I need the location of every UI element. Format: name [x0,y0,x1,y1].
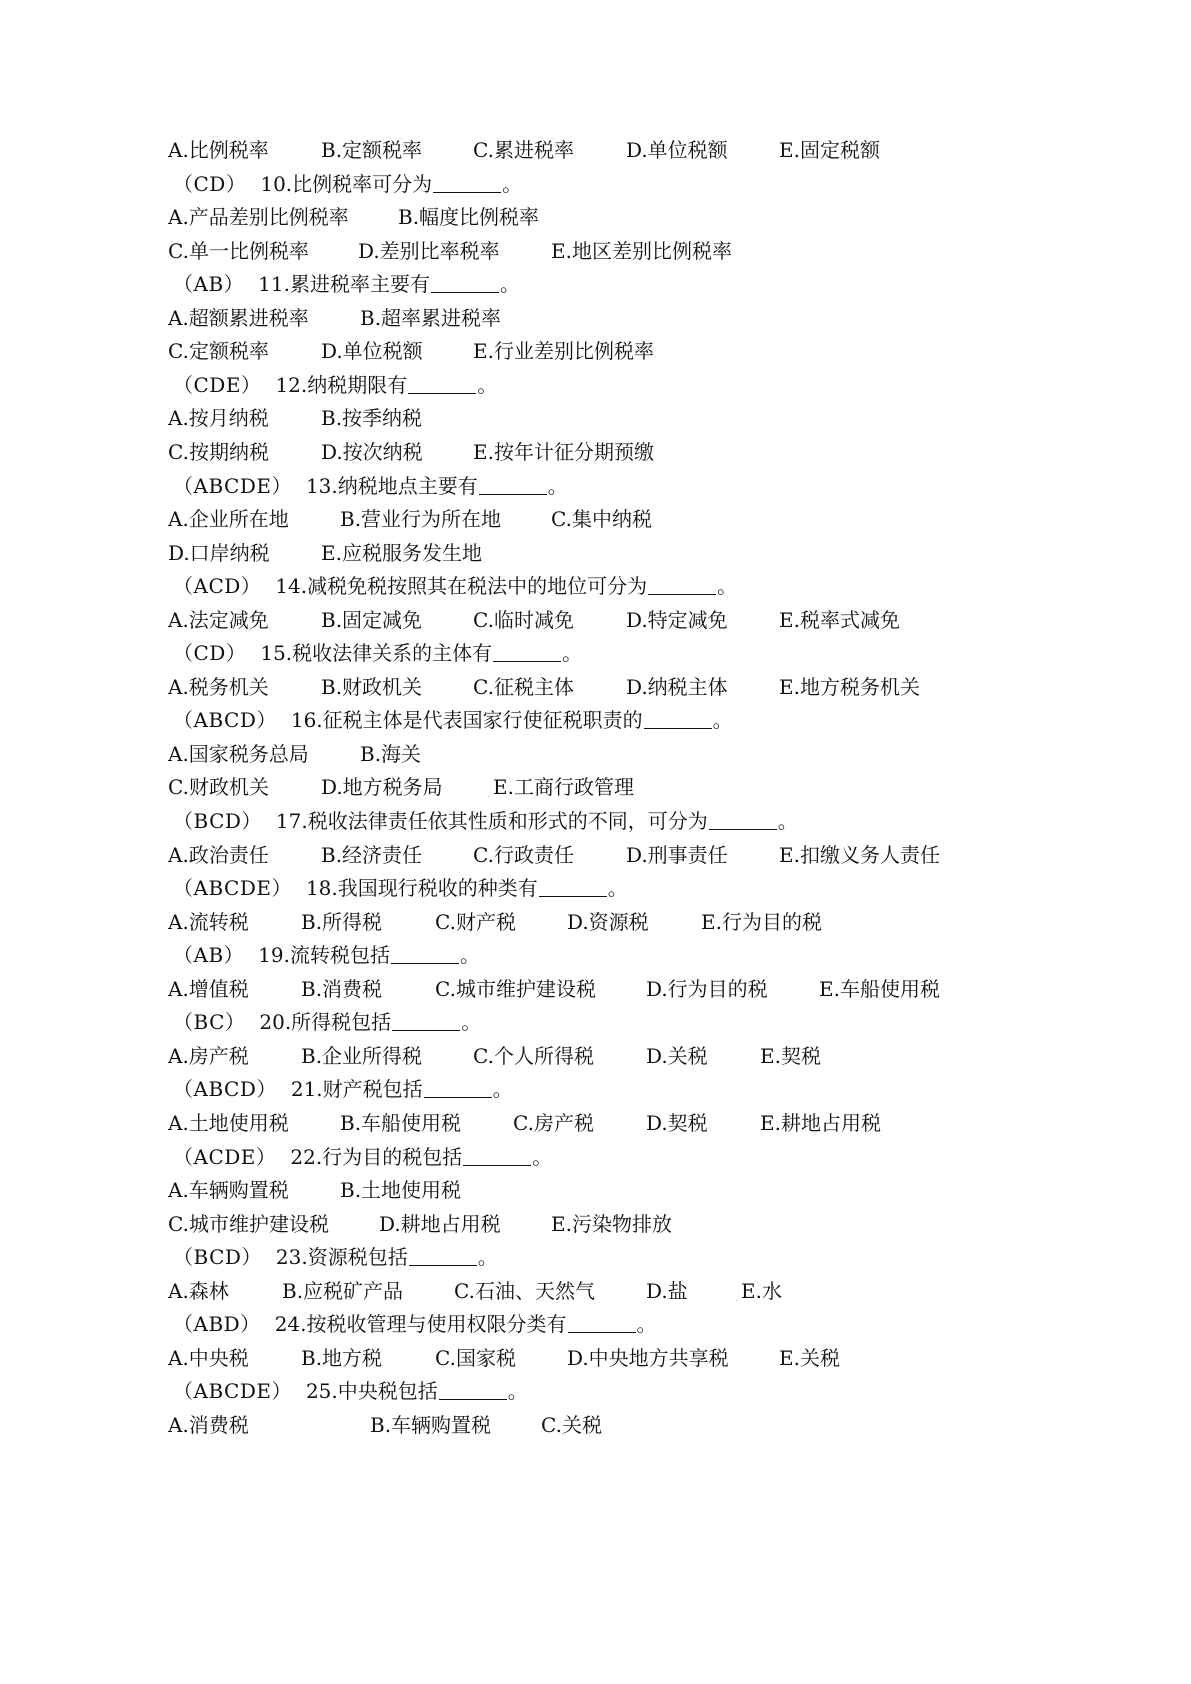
question-stem: 12.纳税期限有 [275,372,408,397]
answer-key: （BCD） [173,1245,262,1270]
question-end-punctuation: 。 [461,1010,482,1035]
question-stem: 22.行为目的税包括 [290,1144,463,1169]
option-item: B.车辆购置税 [370,1412,492,1437]
option-item: E.车船使用税 [819,976,940,1001]
option-item: B.应税矿产品 [282,1278,404,1303]
option-item: E.固定税额 [779,138,880,162]
option-item: A.比例税率 [168,138,269,162]
option-item: A.法定减免 [168,607,269,632]
answer-blank [568,1312,636,1333]
question-text [173,1005,481,1039]
option-item: D.纳税主体 [626,674,728,699]
answer-key: （ABCD） [173,1077,277,1102]
option-item: C.按期纳税 [168,439,269,464]
question-stem: 15.税收法律关系的主体有 [260,641,493,666]
option-item: B.幅度比例税率 [398,205,540,230]
answer-blank [391,943,459,964]
options-row [0,737,1191,771]
question-end-punctuation: 。 [717,574,738,599]
question-row [0,569,1191,603]
option-item: E.水 [741,1278,782,1303]
option-item: C.临时减免 [473,607,574,632]
option-item: C.房产税 [513,1110,594,1135]
answer-blank [709,809,777,830]
question-row [0,871,1191,905]
option-item: C.关税 [541,1412,602,1437]
answer-blank [408,373,476,394]
option-item: E.耕地占用税 [760,1110,881,1135]
question-end-punctuation: 。 [547,473,568,498]
question-stem: 18.我国现行税收的种类有 [305,876,538,901]
option-item: A.消费税 [168,1412,249,1437]
question-row [0,703,1191,737]
answer-key: （CD） [173,171,247,196]
question-stem: 21.财产税包括 [290,1077,423,1102]
answer-blank [479,474,547,495]
answer-key: （CDE） [173,372,262,397]
question-row [0,1240,1191,1274]
answer-blank [493,641,561,662]
option-item: E.污染物排放 [551,1211,672,1236]
answer-key: （ACD） [173,574,262,599]
question-row [0,804,1191,838]
option-item: E.契税 [760,1043,821,1068]
question-row [0,469,1191,503]
question-end-punctuation: 。 [636,1312,657,1337]
option-item: D.刑事责任 [626,842,728,867]
question-row [0,1307,1191,1341]
question-end-punctuation: 。 [492,1077,513,1102]
answer-key: （AB） [173,943,245,968]
option-item: B.地方税 [301,1345,383,1370]
options-row [0,536,1191,570]
options-row [0,401,1191,435]
question-text [173,938,480,972]
question-row [0,267,1191,301]
option-item: A.超额累进税率 [168,305,309,330]
option-item: D.中央地方共享税 [567,1345,729,1370]
answer-key: （ABCD） [173,708,277,733]
option-item: B.车船使用税 [340,1110,462,1135]
option-item: E.地区差别比例税率 [551,238,732,263]
answer-blank [409,1245,477,1266]
options-row [0,1408,1191,1442]
option-item: B.按季纳税 [321,406,423,431]
options-row [0,670,1191,704]
option-item: E.按年计征分期预缴 [473,439,654,464]
option-item: B.定额税率 [321,138,423,162]
option-item: A.按月纳税 [168,406,269,431]
options-row [0,1039,1191,1073]
option-item: A.产品差别比例税率 [168,205,349,230]
option-item: E.地方税务机关 [779,674,920,699]
question-row [0,938,1191,972]
option-item: D.单位税额 [626,138,728,162]
answer-key: （AB） [173,272,245,297]
question-row [0,1140,1191,1174]
options-row [0,972,1191,1006]
option-item: B.财政机关 [321,674,423,699]
options-row [0,905,1191,939]
question-stem: 13.纳税地点主要有 [305,473,478,498]
options-row [0,838,1191,872]
option-item: C.城市维护建设税 [435,976,596,1001]
option-item: D.按次纳税 [321,439,423,464]
option-item: E.应税服务发生地 [321,540,482,565]
options-row [0,334,1191,368]
options-row [0,435,1191,469]
question-stem: 20.所得税包括 [259,1010,392,1035]
question-text [173,1374,528,1408]
option-item: B.经济责任 [321,842,423,867]
question-stem: 11.累进税率主要有 [258,272,430,297]
question-text [173,1240,498,1274]
answer-blank [439,1379,507,1400]
options-row [0,1341,1191,1375]
option-item: E.行为目的税 [701,909,822,934]
option-item: C.单一比例税率 [168,238,309,263]
answer-blank [463,1145,531,1166]
option-item: C.财政机关 [168,775,269,800]
question-text [173,1072,513,1106]
option-item: A.增值税 [168,976,249,1001]
question-text [173,167,522,201]
question-row [0,1072,1191,1106]
question-end-punctuation: 。 [459,943,480,968]
option-item: E.关税 [779,1345,840,1370]
option-item: C.国家税 [435,1345,516,1370]
option-item: A.土地使用税 [168,1110,289,1135]
question-end-punctuation: 。 [607,876,628,901]
question-end-punctuation: 。 [499,272,520,297]
option-item: A.流转税 [168,909,249,934]
option-item: C.石油、天然气 [454,1278,595,1303]
option-item: A.中央税 [168,1345,249,1370]
option-item: C.集中纳税 [551,507,652,532]
option-item: B.所得税 [301,909,383,934]
option-item: A.税务机关 [168,674,269,699]
answer-blank [424,1077,492,1098]
answer-key: （ABCDE） [173,473,292,498]
question-text [173,636,582,670]
option-item: A.企业所在地 [168,507,289,532]
question-row [0,167,1191,201]
question-stem: 10.比例税率可分为 [260,171,433,196]
option-item: D.关税 [646,1043,708,1068]
answer-key: （CD） [173,641,247,666]
answer-key: （BCD） [173,809,262,833]
question-row [0,1005,1191,1039]
answer-blank [433,172,501,193]
question-stem: 14.减税免税按照其在税法中的地位可分为 [275,574,648,599]
question-row [0,1374,1191,1408]
question-text [173,569,737,603]
question-text [173,871,628,905]
option-item: A.房产税 [168,1043,249,1068]
option-item: C.累进税率 [473,138,574,162]
question-stem: 25.中央税包括 [305,1379,438,1404]
question-text [173,703,733,737]
option-item: B.超率累进税率 [360,305,502,330]
question-text [173,804,798,838]
option-item: C.定额税率 [168,339,269,364]
question-stem: 17.税收法律责任依其性质和形式的不同，可分为 [275,809,708,833]
option-item: C.行政责任 [473,842,574,867]
answer-blank [431,272,499,293]
options-row [0,502,1191,536]
option-item: D.差别比率税率 [358,238,500,263]
option-item: D.资源税 [567,909,649,934]
option-item: D.盐 [646,1278,688,1303]
answer-blank [644,708,712,729]
answer-key: （BC） [173,1010,246,1035]
option-item: D.口岸纳税 [168,540,270,565]
question-stem: 23.资源税包括 [275,1245,408,1270]
question-end-punctuation: 。 [507,1379,528,1404]
answer-key: （ABCDE） [173,1379,292,1404]
options-row [0,1106,1191,1140]
option-item: C.征税主体 [473,674,574,699]
question-stem: 19.流转税包括 [258,943,390,968]
option-item: E.税率式减免 [779,607,900,632]
question-text [173,368,497,402]
option-item: D.契税 [646,1110,708,1135]
option-item: D.行为目的税 [646,976,768,1001]
option-item: D.单位税额 [321,339,423,364]
options-row [0,234,1191,268]
question-stem: 24.按税收管理与使用权限分类有 [274,1312,567,1337]
question-end-punctuation: 。 [502,171,523,196]
option-item: A.政治责任 [168,842,269,867]
option-item: A.国家税务总局 [168,741,309,766]
option-item: E.扣缴义务人责任 [779,842,940,867]
answer-key: （ABCDE） [173,876,292,901]
option-item: A.车辆购置税 [168,1178,289,1203]
option-item: C.个人所得税 [473,1043,594,1068]
option-item: A.森林 [168,1278,229,1303]
answer-blank [648,574,716,595]
answer-blank [392,1010,460,1031]
options-row [0,603,1191,637]
option-item: D.耕地占用税 [379,1211,501,1236]
option-item: D.地方税务局 [321,775,443,800]
option-item: C.财产税 [435,909,516,934]
option-item: B.企业所得税 [301,1043,423,1068]
question-text [173,1140,552,1174]
option-item: B.海关 [360,741,422,766]
option-item: E.行业差别比例税率 [473,339,654,364]
option-item: D.特定减免 [626,607,728,632]
question-end-punctuation: 。 [477,372,498,397]
option-item: B.消费税 [301,976,383,1001]
answer-key: （ABD） [173,1312,261,1337]
question-end-punctuation: 。 [562,641,583,666]
options-row [0,1173,1191,1207]
question-text [173,469,568,503]
answer-blank [539,876,607,897]
question-text [173,267,520,301]
option-item: C.城市维护建设税 [168,1211,329,1236]
question-text [173,1307,657,1341]
option-item: B.营业行为所在地 [340,507,502,532]
question-row [0,636,1191,670]
question-end-punctuation: 。 [712,708,733,733]
options-row [0,1274,1191,1308]
question-stem: 16.征税主体是代表国家行使征税职责的 [290,708,643,733]
question-end-punctuation: 。 [777,809,798,833]
options-row [0,133,1191,167]
question-end-punctuation: 。 [532,1144,553,1169]
option-item: E.工商行政管理 [493,775,634,800]
option-item: B.固定减免 [321,607,423,632]
options-row [0,770,1191,804]
options-row [0,301,1191,335]
options-row [0,1207,1191,1241]
options-row [0,200,1191,234]
question-row [0,368,1191,402]
option-item: B.土地使用税 [340,1178,462,1203]
answer-key: （ACDE） [173,1144,277,1169]
question-end-punctuation: 。 [477,1245,498,1270]
